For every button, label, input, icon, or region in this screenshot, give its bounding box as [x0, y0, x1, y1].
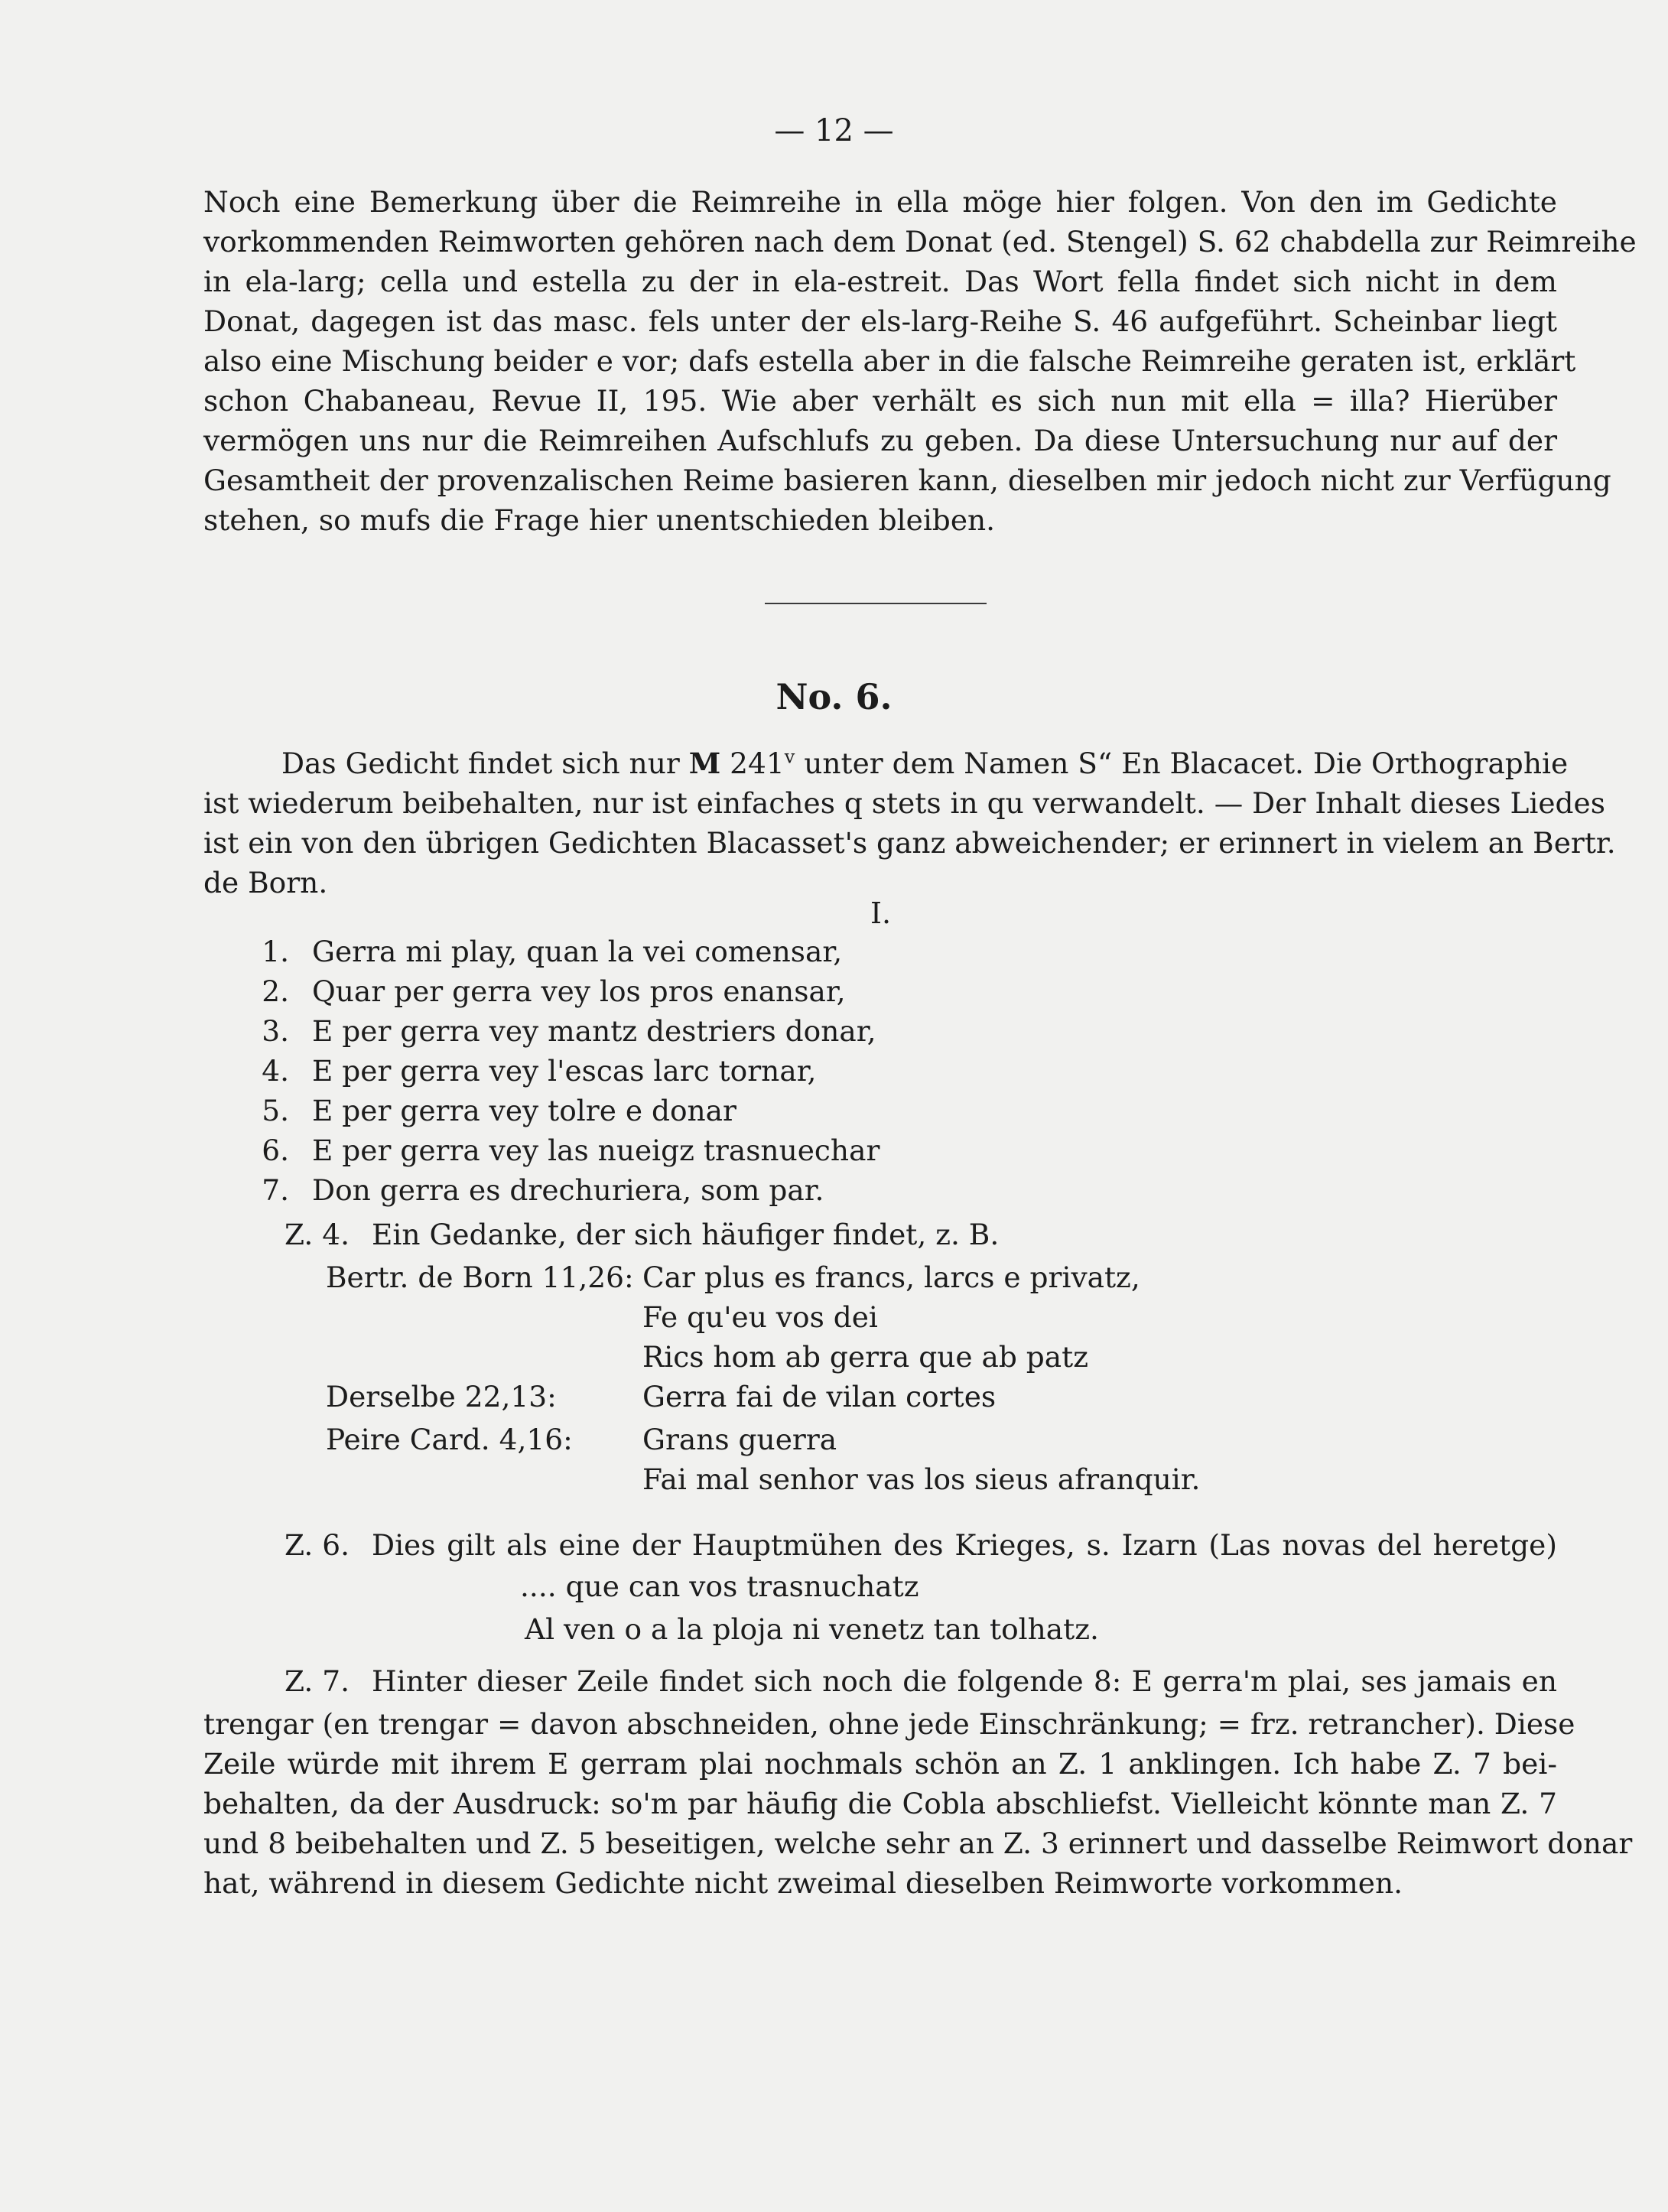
description-text: unter dem Namen S“ En Blacacet. Die Orthographie: [804, 747, 1569, 780]
note-label: Z. 6.: [285, 1528, 350, 1562]
description-line: de Born.: [203, 866, 328, 899]
note-label: Z. 7.: [285, 1664, 350, 1698]
note-text: Hinter dieser Zeile findet sich noch die folgende 8: E gerra'm plai, ses jamais en: [372, 1664, 1557, 1698]
description-line: ist ein von den übrigen Gedichten Blacasset's ganz abweichender; er erinnert in vielem an Bertr.: [203, 826, 1616, 860]
intro-line: vorkommenden Reimworten gehören nach dem Donat (ed. Stengel) S. 62 chabdella zur Reimreihe: [203, 225, 1637, 259]
verse-text: E per gerra vey l'escas larc tornar,: [312, 1054, 817, 1088]
citation-line: Car plus es francs, larcs e privatz,: [642, 1261, 1140, 1294]
verse-text: Gerra mi play, quan la vei comensar,: [312, 935, 843, 968]
verse-text: E per gerra vey mantz destriers donar,: [312, 1014, 876, 1048]
quote-line: .... que can vos trasnuchatz: [520, 1570, 919, 1603]
intro-line: schon Chabaneau, Revue II, 195. Wie aber verhält es sich nun mit ella = illa? Hierüber: [203, 384, 1557, 418]
intro-line: in ela-larg; cella und estella zu der in ela-estreit. Das Wort fella findet sich nicht in dem: [203, 265, 1557, 298]
quote-line: Al ven o a la ploja ni venetz tan tolhatz.: [525, 1612, 1099, 1646]
note-label: Z. 4.: [285, 1218, 350, 1251]
note-line: Zeile würde mit ihrem E gerram plai nochmals schön an Z. 1 anklingen. Ich habe Z. 7 bei-: [203, 1747, 1557, 1781]
intro-line: vermögen uns nur die Reimreihen Aufschlufs zu geben. Da diese Untersuchung nur auf der: [203, 424, 1557, 457]
citation-line: Rics hom ab gerra que ab patz: [642, 1340, 1088, 1374]
manuscript-siglum: M: [688, 747, 721, 780]
note-line: behalten, da der Ausdruck: so'm par häufig die Cobla abschliefst. Vielleicht könnte man Z. 7: [203, 1787, 1557, 1820]
citation-source: Bertr. de Born 11,26:: [326, 1261, 634, 1294]
section-heading: No. 6.: [775, 676, 893, 717]
verse-number: 3.: [262, 1014, 289, 1048]
citation-source: Peire Card. 4,16:: [326, 1423, 573, 1456]
verse-text: Quar per gerra vey los pros enansar,: [312, 974, 846, 1008]
citation-line: Fai mal senhor vas los sieus afranquir.: [642, 1462, 1201, 1496]
intro-line: also eine Mischung beider e vor; dafs estella aber in die falsche Reimreihe geraten ist, erklärt: [203, 344, 1576, 378]
note-line: und 8 beibehalten und Z. 5 beseitigen, welche sehr an Z. 3 erinnert und dasselbe Reimwort donar: [203, 1827, 1633, 1860]
citation-line: Grans guerra: [642, 1423, 837, 1456]
page-number: — 12 —: [774, 113, 894, 148]
stanza-number: I.: [870, 896, 892, 930]
folio-number: 241: [730, 747, 785, 780]
verse-number: 2.: [262, 974, 289, 1008]
verse-text: E per gerra vey las nueigz trasnuechar: [312, 1134, 880, 1167]
verse-number: 1.: [262, 935, 289, 968]
verse-number: 5.: [262, 1094, 289, 1127]
note-line: hat, während in diesem Gedichte nicht zweimal dieselben Reimworte vorkommen.: [203, 1866, 1403, 1900]
verse-number: 7.: [262, 1173, 289, 1207]
section-divider: [765, 603, 987, 604]
note-text: Dies gilt als eine der Hauptmühen des Krieges, s. Izarn (Las novas del heretge): [372, 1528, 1557, 1562]
note-text: Ein Gedanke, der sich häufiger findet, z. B.: [372, 1218, 1000, 1251]
verse-text: E per gerra vey tolre e donar: [312, 1094, 736, 1127]
citation-line: Gerra fai de vilan cortes: [642, 1380, 997, 1413]
citation-source: Derselbe 22,13:: [326, 1380, 557, 1413]
intro-line: stehen, so mufs die Frage hier unentschieden bleiben.: [203, 503, 996, 537]
verse-number: 4.: [262, 1054, 289, 1088]
description-line: [281, 743, 1569, 783]
intro-line: Gesamtheit der provenzalischen Reime basieren kann, dieselben mir jedoch nicht zur Verfügung: [203, 464, 1611, 497]
verse-text: Don gerra es drechuriera, som par.: [312, 1173, 824, 1207]
intro-line: Donat, dagegen ist das masc. fels unter der els-larg-Reihe S. 46 aufgeführt. Scheinbar liegt: [203, 304, 1557, 338]
verse-number: 6.: [262, 1134, 289, 1167]
description-text: Das Gedicht findet sich nur: [281, 747, 680, 780]
citation-line: Fe qu'eu vos dei: [642, 1300, 878, 1334]
note-line: trengar (en trengar = davon abschneiden, ohne jede Einschränkung; = frz. retrancher). Diese: [203, 1707, 1575, 1741]
intro-line: Noch eine Bemerkung über die Reimreihe in ella möge hier folgen. Von den im Gedichte: [203, 185, 1557, 219]
folio-verso: v: [784, 746, 795, 768]
description-line: ist wiederum beibehalten, nur ist einfaches q stets in qu verwandelt. — Der Inhalt dieses Liedes: [203, 786, 1605, 820]
